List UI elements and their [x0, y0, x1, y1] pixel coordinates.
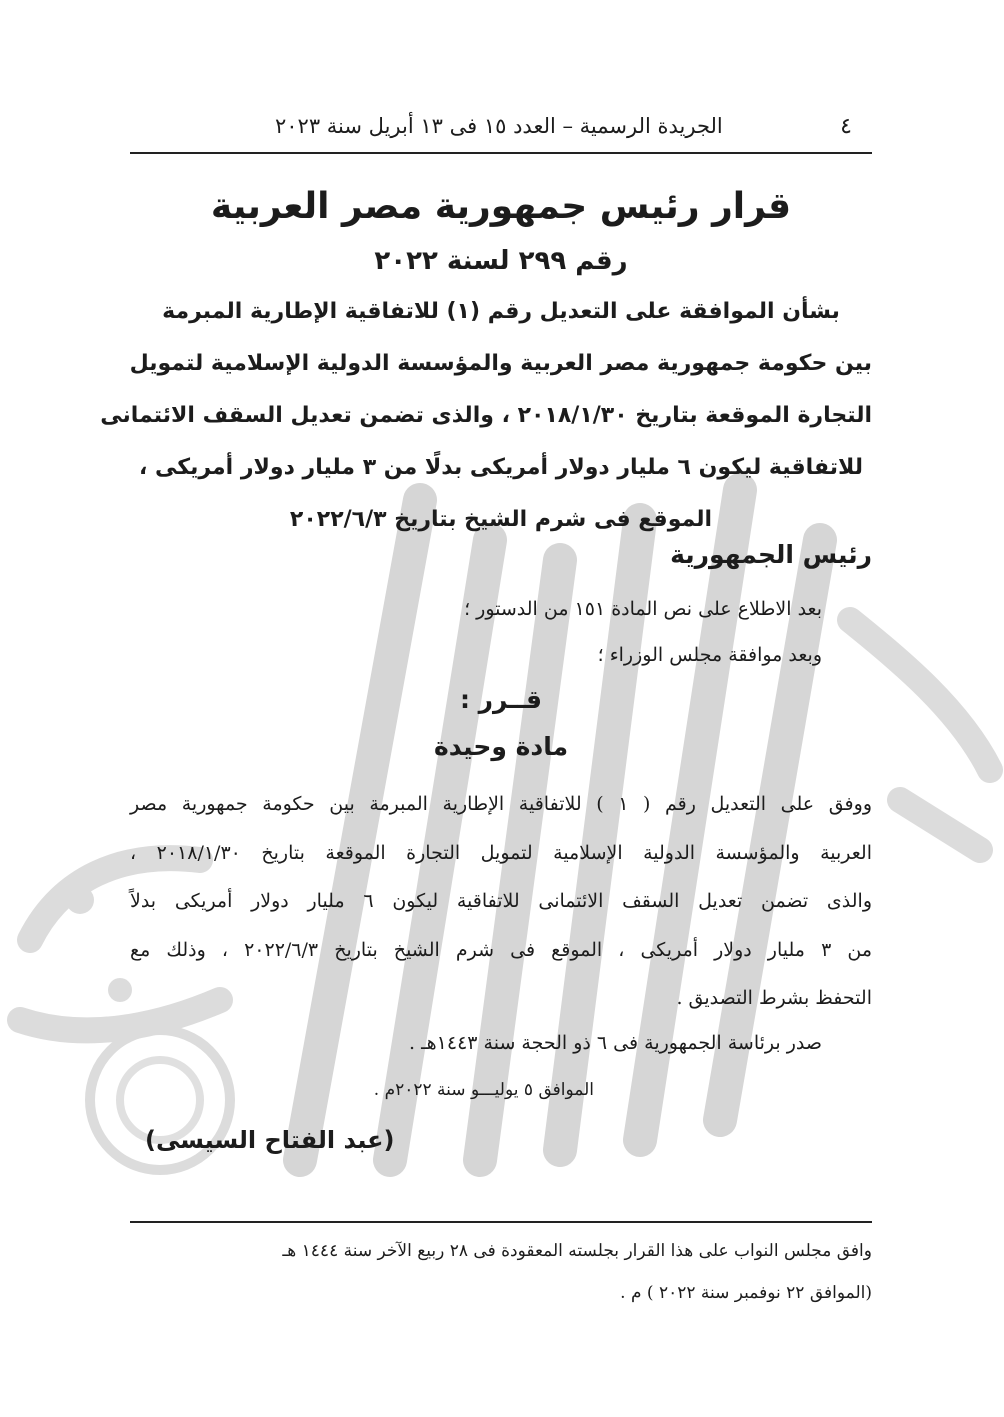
president-signature: (عبد الفتاح السيسى): [145, 1126, 395, 1154]
article-line: ووفق على التعديل رقم ( ١ ) للاتفاقية الإطارية المبرمة بين حكومة جمهورية مصر: [130, 793, 872, 815]
subject-line: بين حكومة جمهورية مصر العربية والمؤسسة الدولية الإسلامية لتمويل: [129, 351, 872, 376]
article-line: العربية والمؤسسة الدولية الإسلامية لتمويل التجارة الموقعة بتاريخ ٢٠١٨/١/٣٠ ،: [130, 841, 873, 864]
article-line: والذى تضمن تعديل السقف الائتمانى للاتفاقية ليكون ٦ مليار دولار أمريكى بدلاً: [130, 890, 872, 912]
preamble-line: بعد الاطلاع على نص المادة ١٥١ من الدستور ؛: [464, 598, 822, 620]
president-heading: رئيس الجمهورية: [670, 540, 872, 569]
article-body: [130, 784, 872, 1027]
page-number: ٤: [840, 114, 852, 139]
subject-line: التجارة الموقعة بتاريخ ٢٠١٨/١/٣٠ ، والذى تضمن تعديل السقف الائتمانى: [100, 403, 872, 428]
corresponding-date: الموافق ٥ يوليـــو سنة ٢٠٢٢م .: [373, 1080, 594, 1100]
subject-line: بشأن الموافقة على التعديل رقم (١) للاتفاقية الإطارية المبرمة: [162, 299, 840, 324]
article-heading: مادة وحيدة: [433, 732, 569, 761]
issued-date: صدر برئاسة الجمهورية فى ٦ ذو الحجة سنة ١٤٤٣هـ .: [409, 1032, 822, 1054]
subject-line: الموقع فى شرم الشيخ بتاريخ ٢٠٢٢/٦/٣: [289, 507, 713, 532]
footnote-line: وافق مجلس النواب على هذا القرار بجلسته المعقودة فى ٢٨ ربيع الآخر سنة ١٤٤٤ هـ: [282, 1241, 872, 1261]
footnote: [282, 1236, 872, 1320]
footnote-divider: [130, 1221, 872, 1223]
article-line: التحفظ بشرط التصديق .: [676, 987, 872, 1009]
running-title: الجريدة الرسمية – العدد ١٥ فى ١٣ أبريل سنة ٢٠٢٣: [275, 114, 723, 138]
decree-subject: [100, 290, 872, 550]
preamble: [464, 592, 822, 684]
preamble-line: وبعد موافقة مجلس الوزراء ؛: [597, 644, 822, 666]
running-header: [130, 112, 872, 154]
decided-heading: قــرر :: [459, 685, 543, 714]
footnote-line: (الموافق ٢٢ نوفمبر سنة ٢٠٢٢ ) م .: [620, 1283, 872, 1303]
subject-line: للاتفاقية ليكون ٦ مليار دولار أمريكى بدلًا من ٣ مليار دولار أمريكى ،: [139, 455, 863, 480]
article-line: من ٣ مليار دولار أمريكى ، الموقع فى شرم الشيخ بتاريخ ٢٠٢٢/٦/٣ ، وذلك مع: [130, 938, 872, 961]
decree-number: رقم ٢٩٩ لسنة ٢٠٢٢: [374, 246, 628, 276]
decree-title: قرار رئيس جمهورية مصر العربية: [210, 186, 792, 227]
